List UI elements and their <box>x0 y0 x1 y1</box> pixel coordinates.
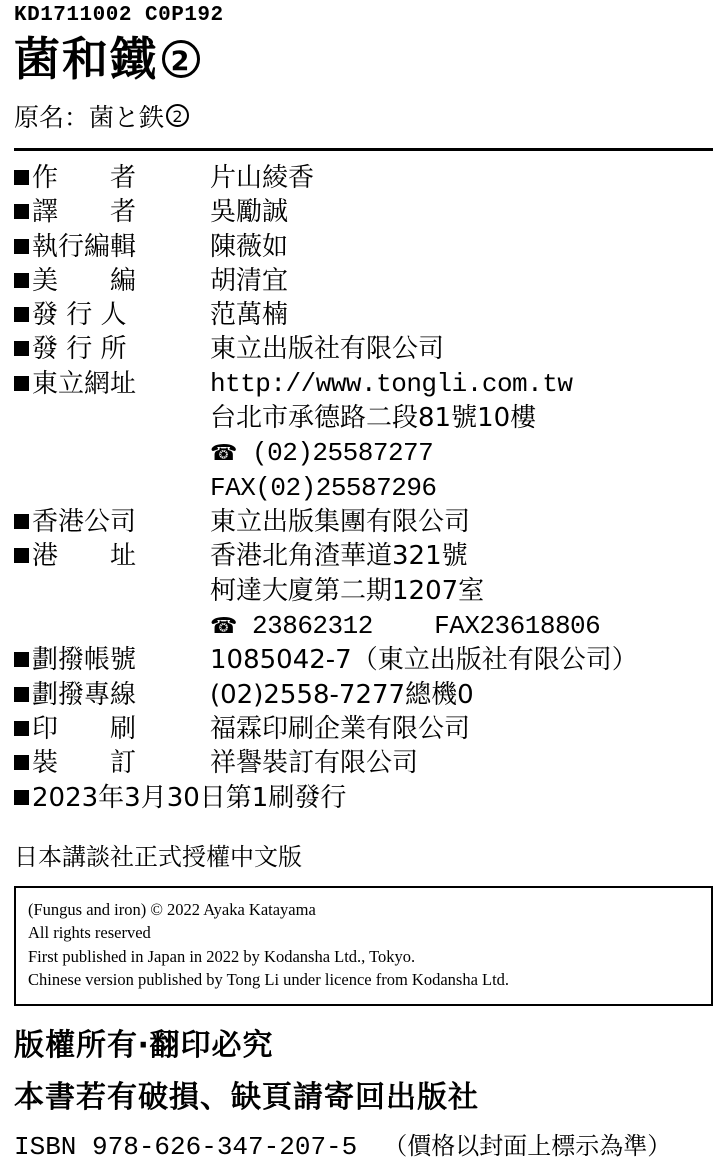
credit-value: 胡清宜 <box>210 265 289 296</box>
original-volume-badge: 2 <box>166 104 189 127</box>
hk-phone-row <box>210 608 713 643</box>
publish-date-row <box>14 781 713 815</box>
table-row <box>14 298 713 332</box>
credit-label: 劃撥專線 <box>14 678 210 712</box>
square-bullet-icon <box>14 273 29 288</box>
credit-label: 印 刷 <box>14 712 210 746</box>
credit-label: 裝 訂 <box>14 746 210 780</box>
page-title <box>14 33 713 86</box>
square-bullet-icon <box>14 687 29 702</box>
credit-label: 發 行 所 <box>14 332 210 366</box>
spacer-cell <box>14 401 210 435</box>
telephone-icon: ☎ <box>210 441 237 467</box>
table-row <box>14 230 713 264</box>
original-title <box>14 98 713 134</box>
credit-label: 劃撥帳號 <box>14 643 210 677</box>
square-bullet-icon <box>14 170 29 185</box>
price-note: （價格以封面上標示為準） <box>383 1131 672 1160</box>
credit-value: 范萬楠 <box>210 300 289 331</box>
divider <box>14 148 713 151</box>
square-bullet-icon <box>14 548 29 563</box>
hk-fax: FAX23618806 <box>434 610 601 641</box>
credit-label: 譯 者 <box>14 195 210 229</box>
copyright-line: All rights reserved <box>28 923 151 943</box>
copyright-box <box>14 886 713 1006</box>
square-bullet-icon <box>14 514 29 529</box>
credit-value: 香港北角渣華道321號 <box>210 541 468 572</box>
license-statement: 日本講談社正式授權中文版 <box>14 842 302 871</box>
square-bullet-icon <box>14 239 29 254</box>
credit-value: 東立出版社有限公司 <box>210 334 445 365</box>
credit-label: 東立網址 <box>14 367 210 401</box>
title-main-text: 菌和鐵 <box>14 32 158 86</box>
credit-label: 美 編 <box>14 264 210 298</box>
spacer-cell <box>14 608 210 643</box>
credit-label: 執行編輯 <box>14 230 210 264</box>
website-url[interactable]: http://www.tongli.com.tw <box>210 368 573 399</box>
table-row <box>14 367 713 401</box>
taiwan-address: 台北市承德路二段81號10樓 <box>210 403 537 434</box>
damaged-copy-notice: 本書若有破損、缺頁請寄回出版社 <box>14 1079 479 1115</box>
table-row <box>14 539 713 573</box>
table-row <box>14 505 713 539</box>
square-bullet-icon <box>14 376 29 391</box>
publish-date: 2023年3月30日第1刷發行 <box>32 782 347 813</box>
telephone-icon: ☎ <box>210 613 237 639</box>
catalog-code: KD1711002 C0P192 <box>14 4 224 27</box>
credit-value: 東立出版集團有限公司 <box>210 507 471 538</box>
table-row <box>14 161 713 195</box>
spacer <box>388 610 419 640</box>
rights-reserved-notice: 版權所有‧翻印必究 <box>14 1027 274 1063</box>
credit-value: 祥譽裝訂有限公司 <box>210 748 419 779</box>
credit-label: 作 者 <box>14 161 210 195</box>
spacer <box>448 437 479 467</box>
copyright-line: Chinese version published by Tong Li under licence from Kodansha Ltd. <box>28 970 510 990</box>
credit-label: 發 行 人 <box>14 298 210 332</box>
credit-value: 吳勵誠 <box>210 197 289 228</box>
table-row <box>14 401 713 435</box>
taiwan-tel: (02)25587277 <box>252 438 434 469</box>
spacer-cell <box>14 435 210 505</box>
credit-label: 港 址 <box>14 539 210 573</box>
taiwan-fax: FAX(02)25587296 <box>210 472 437 503</box>
taiwan-phone-row <box>210 435 713 505</box>
title-volume-badge: 2 <box>162 40 200 78</box>
hk-address-line2: 柯達大廈第二期1207室 <box>210 575 485 606</box>
credit-value: (02)2558-7277總機0 <box>210 679 474 710</box>
isbn-value: ISBN 978-626-347-207-5 <box>14 1131 358 1162</box>
table-row <box>14 195 713 229</box>
isbn-row <box>14 1126 713 1162</box>
spacer-cell <box>14 574 210 608</box>
square-bullet-icon <box>14 652 29 667</box>
copyright-line: (Fungus and iron) © 2022 Ayaka Katayama <box>28 899 316 919</box>
copyright-line: First published in Japan in 2022 by Kodansha Ltd., Tokyo. <box>28 946 416 966</box>
square-bullet-icon <box>14 755 29 770</box>
credit-value: 片山綾香 <box>210 162 315 193</box>
square-bullet-icon <box>14 307 29 322</box>
table-row <box>14 678 713 712</box>
table-row <box>14 746 713 780</box>
square-bullet-icon <box>14 790 29 805</box>
table-row <box>14 643 713 677</box>
credit-value: 陳薇如 <box>210 231 289 262</box>
square-bullet-icon <box>14 341 29 356</box>
table-row <box>14 264 713 298</box>
colophon-page <box>0 4 727 1170</box>
table-row <box>14 608 713 643</box>
hk-tel: 23862312 <box>252 610 373 641</box>
credit-label: 香港公司 <box>14 505 210 539</box>
credits-table <box>14 161 713 781</box>
table-row <box>14 332 713 366</box>
table-row <box>14 574 713 608</box>
credit-value: 福霖印刷企業有限公司 <box>210 713 471 744</box>
table-row <box>14 712 713 746</box>
table-row <box>14 435 713 505</box>
credit-value: 1085042-7（東立出版社有限公司） <box>210 645 638 676</box>
square-bullet-icon <box>14 204 29 219</box>
original-title-text: 原名：菌と鉄 <box>14 102 165 132</box>
square-bullet-icon <box>14 721 29 736</box>
